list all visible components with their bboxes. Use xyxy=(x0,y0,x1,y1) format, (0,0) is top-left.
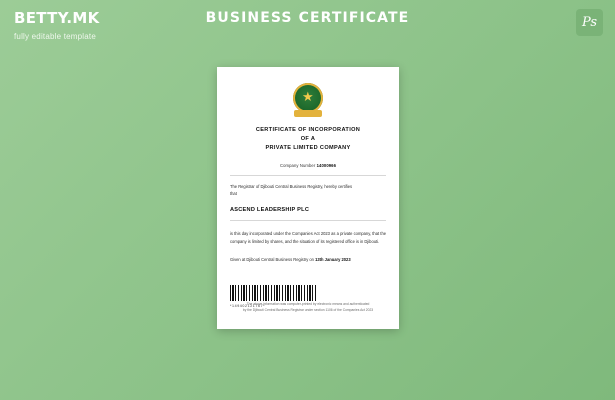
certificate-heading-line2: OF A xyxy=(300,136,316,143)
certificate-heading xyxy=(230,126,386,154)
incorporation-paragraph: is this day incorporated under the Companies Act 2023 as a private company, that the company is limited by shares, and the situation of its registered office is in Djibouti. xyxy=(230,230,386,244)
footer-note-line2: by the Djibouti Central Business Registrar under section 1106 of the Companies Act 2023 xyxy=(242,307,374,312)
certificate-document[interactable] xyxy=(217,67,399,329)
company-number-value: 14000966 xyxy=(316,162,337,168)
barcode-icon xyxy=(230,285,318,301)
certificate-content xyxy=(230,77,386,319)
certificate-heading-line1: CERTIFICATE OF INCORPORATION xyxy=(255,127,361,133)
certificate-footer-note xyxy=(236,301,380,314)
divider-middle xyxy=(230,220,386,221)
company-number-label: Company Number xyxy=(279,162,316,168)
divider-top xyxy=(230,175,386,176)
page-title: BUSINESS CERTIFICATE xyxy=(205,10,410,26)
company-number xyxy=(230,163,386,168)
given-date: 13th January 2023 xyxy=(315,256,351,262)
photoshop-badge-icon: Ps xyxy=(576,9,603,36)
registrar-statement-line1: The Registrar of Djibouti Central Business Registry, hereby certifies xyxy=(230,183,353,189)
registrar-statement xyxy=(230,183,386,198)
given-text: Given at Djibouti Central Business Registry on xyxy=(230,256,314,262)
emblem-ribbon xyxy=(294,110,322,117)
barcode-label: *149402121767* xyxy=(230,304,266,309)
brand-title: BETTY.MK xyxy=(14,9,100,27)
emblem-wrap xyxy=(230,81,386,117)
brand-subtitle: fully editable template xyxy=(14,32,96,41)
company-name: ASCEND LEADERSHIP PLC xyxy=(230,206,310,213)
given-statement xyxy=(230,256,386,263)
national-emblem-icon xyxy=(291,81,325,117)
certificate-heading-line3: PRIVATE LIMITED COMPANY xyxy=(265,145,351,152)
registrar-statement-line2: that xyxy=(230,191,237,197)
footer-note-line1: The above information was computer-printed by electronic means and authenticated xyxy=(246,301,370,306)
